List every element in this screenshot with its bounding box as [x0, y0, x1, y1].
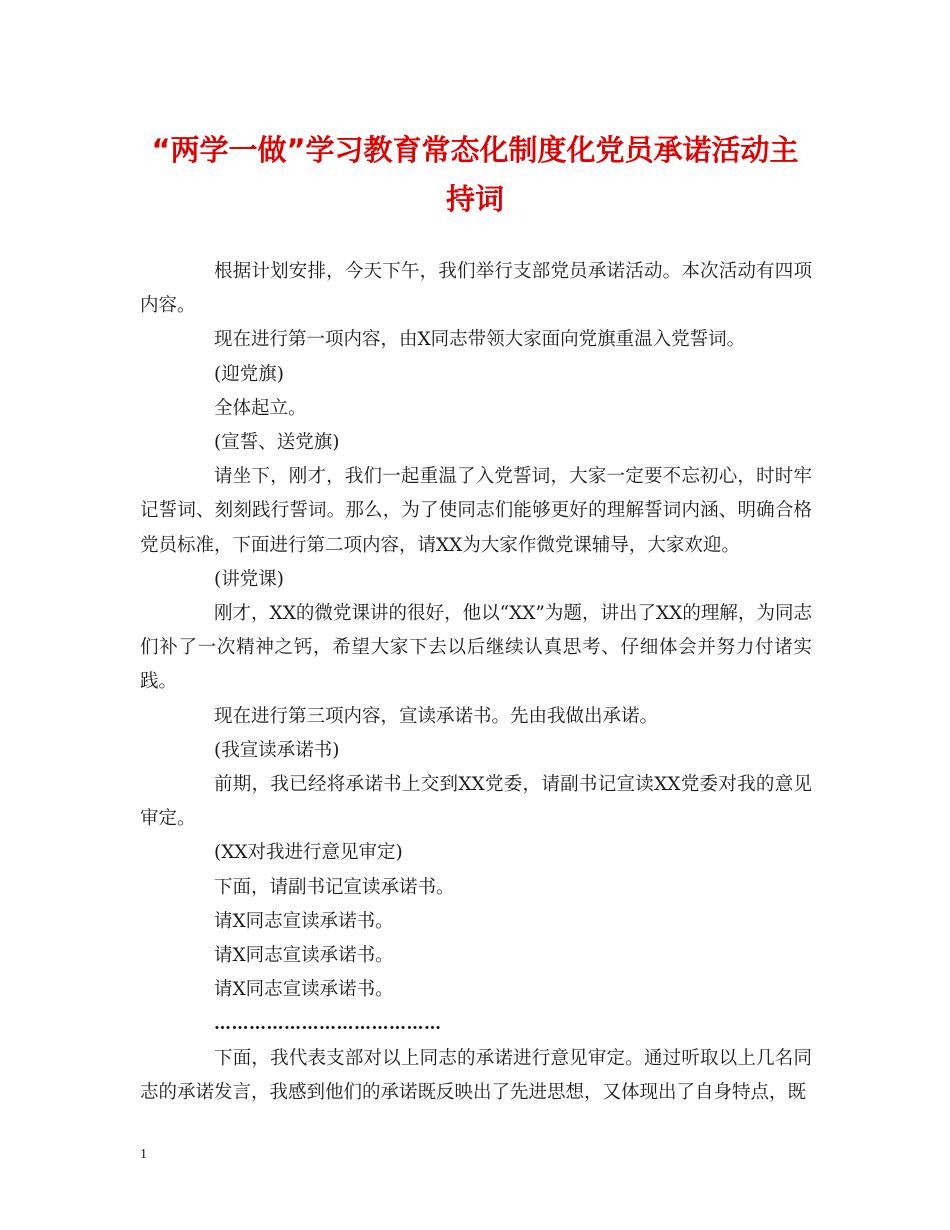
- paragraph: 全体起立。: [214, 397, 307, 419]
- paragraph: (迎党旗): [214, 363, 284, 385]
- ellipsis-separator: …………………………………: [214, 1014, 442, 1035]
- document-body: [140, 255, 812, 1110]
- paragraph: 刚才，XX的微党课讲的很好，他以“XX”为题，讲出了XX的理解，为同志们补了一次精神之钙，希望大家下去以后继续认真思考、仔细体会并努力付诸实践。: [140, 603, 812, 693]
- paragraph: 根据计划安排，今天下午，我们举行支部党员承诺活动。本次活动有四项内容。: [140, 261, 812, 317]
- paragraph: 请X同志宣读承诺书。: [214, 979, 394, 1001]
- paragraph: 前期，我已经将承诺书上交到XX党委，请副书记宣读XX党委对我的意见审定。: [140, 774, 812, 830]
- paragraph: 现在进行第三项内容，宣读承诺书。先由我做出承诺。: [214, 705, 659, 727]
- paragraph: 请坐下，刚才，我们一起重温了入党誓词，大家一定要不忘初心，时时牢记誓词、刻刻践行誓词。那么，为了使同志们能够更好的理解誓词内涵、明确合格党员标准，下面进行第二项内容，请XX为大家作微党课辅导，大家欢迎。: [140, 466, 812, 556]
- paragraph: 现在进行第一项内容，由X同志带领大家面向党旗重温入党誓词。: [214, 329, 746, 351]
- paragraph: (宣誓、送党旗): [214, 432, 340, 454]
- paragraph: 请X同志宣读承诺书。: [214, 910, 394, 932]
- paragraph: 下面，请副书记宣读承诺书。: [214, 876, 455, 898]
- closing-paragraph: 下面，我代表支部对以上同志的承诺进行意见审定。通过听取以上几名同志的承诺发言，我感到他们的承诺既反映出了先进思想，又体现出了自身特点，既: [140, 1047, 812, 1103]
- page-number: 1: [140, 1147, 147, 1162]
- paragraph: (我宣读承诺书): [214, 739, 340, 761]
- paragraph: 请X同志宣读承诺书。: [214, 945, 394, 967]
- paragraph: (XX对我进行意见审定): [214, 842, 403, 864]
- paragraph: (讲党课): [214, 568, 284, 590]
- document-title: “两学一做”学习教育常态化制度化党员承诺活动主持词: [151, 133, 799, 216]
